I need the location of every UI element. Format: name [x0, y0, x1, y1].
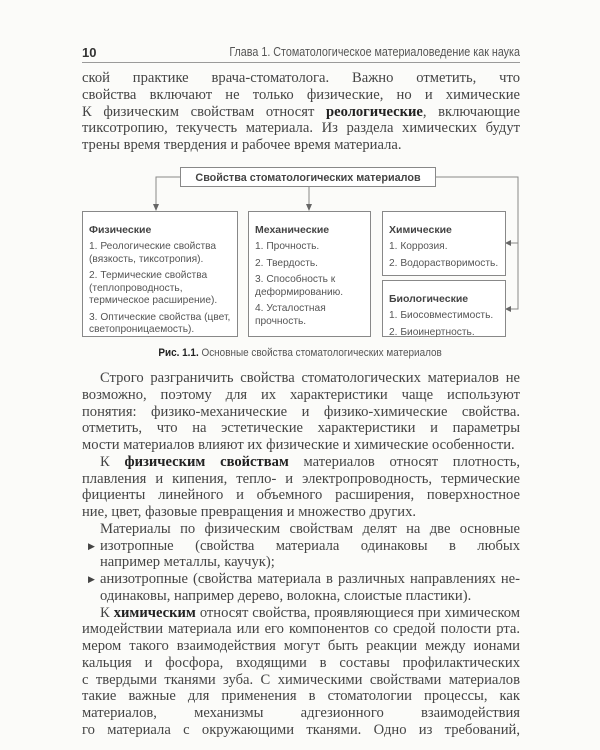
text-segment: К — [100, 604, 114, 621]
box-mechanical — [248, 211, 371, 337]
text-segment: ние, цвет, фазовые превращения и множество других. — [82, 504, 417, 520]
text-line — [82, 621, 520, 638]
text-segment: понятия: физико-механические и физико-химические свойства. — [82, 403, 520, 420]
text-segment: мером такого взаимодействия могут быть реакции между ионами — [82, 638, 520, 654]
text-segment: относят свойства, проявляющиеся при химическом — [199, 604, 520, 621]
group-title: Физические — [89, 224, 152, 236]
text-segment: Материалы по физическим свойствам делят на две основные — [100, 520, 520, 537]
text-segment: К физическим свойствам относят — [82, 103, 326, 120]
text-line — [82, 705, 520, 722]
paragraph-intro — [82, 70, 520, 154]
group-item: 2. Термические свойства (теплопроводность, термическое расширение). — [89, 270, 218, 306]
text-line — [82, 554, 520, 571]
text-line — [82, 638, 520, 655]
bold-term: химическим — [113, 604, 196, 621]
diagram-root-box: Свойства стоматологических материалов — [180, 167, 436, 187]
text-segment: К — [100, 453, 125, 470]
text-line — [82, 370, 520, 387]
group-item: 1. Реологические свойства (вязкость, тиксотропия). — [89, 241, 217, 265]
text-segment: с твердыми тканями зуба. С химическими свойствами материалов — [82, 671, 520, 688]
group-item: 3. Способность к деформированию. — [255, 274, 344, 298]
group-item: 3. Оптические свойства (цвет, светопроницаемость). — [89, 311, 231, 335]
text-segment: , включающие — [422, 103, 520, 120]
text-line — [82, 504, 520, 521]
caption-label: Рис. 1.1. — [158, 347, 199, 359]
text-line — [82, 655, 520, 672]
text-segment: Строго разграничить свойства стоматологических материалов не — [100, 370, 520, 386]
text-segment: фициенты линейного и объемного расширения, поверхностное — [82, 487, 520, 504]
caption-text: Основные свойства стоматологических материалов — [198, 347, 442, 359]
group-item: 1. Биосовместимость. — [389, 310, 494, 321]
running-header — [82, 42, 520, 63]
body-text — [82, 370, 520, 739]
text-line — [82, 404, 520, 421]
text-line — [82, 387, 520, 404]
text-segment: материалов относят плотность, — [303, 453, 520, 470]
group-title: Химические — [389, 224, 452, 236]
text-line — [82, 70, 520, 87]
text-line — [82, 137, 520, 154]
text-line — [82, 420, 520, 437]
bold-term: реологические — [326, 103, 423, 120]
text-line — [82, 471, 520, 488]
bullet-marker-icon: ▶ — [88, 574, 95, 584]
group-item: 1. Прочность. — [255, 241, 320, 252]
box-physical — [82, 211, 238, 337]
text-line — [82, 454, 520, 471]
text-line — [82, 588, 520, 605]
text-segment: материалов, механизмы адгезионного взаимодействия — [82, 705, 520, 721]
text-segment: мости материалов влияют их физические и химические особенности. — [82, 437, 515, 453]
group-item: 4. Усталостная прочность. — [255, 303, 326, 327]
text-segment: изотропные (свойства материала одинаковы в любых — [100, 537, 520, 554]
text-segment: трены время твердения и рабочее время материала. — [82, 137, 402, 153]
text-segment: кальция и фосфора, входящими в составы профилактических — [82, 654, 520, 671]
text-line — [82, 605, 520, 622]
text-segment: такие важные для применения в стоматологии процессы, как — [82, 688, 520, 705]
text-segment: одинаковы, например дерево, волокна, слоистые пластики). — [100, 587, 472, 604]
text-segment: возможно, поэтому для их характеристики чаще используют — [82, 386, 520, 403]
group-item: 2. Водорастворимость. — [389, 257, 499, 269]
text-segment: ской практике врача-стоматолога. Важно отметить, что — [82, 70, 520, 86]
text-segment: го материала с окружающими тканями. Одно из требований, — [82, 721, 520, 738]
group-item: 2. Биоинертность. — [389, 326, 475, 338]
group-item: 1. Коррозия. — [389, 241, 448, 252]
group-title: Механические — [255, 224, 330, 236]
page-number: 10 — [82, 45, 97, 60]
running-title: Глава 1. Стоматологическое материаловедение как наука — [229, 45, 520, 59]
group-title: Биологические — [389, 293, 469, 305]
text-line — [82, 104, 520, 121]
bold-term: физическим свойствам — [124, 453, 289, 470]
box-chemical — [382, 211, 506, 276]
text-line — [82, 120, 520, 137]
text-segment: отметить, что на эстетические характеристики и параметры — [82, 420, 520, 437]
group-item: 2. Твердость. — [255, 257, 319, 269]
text-line — [82, 722, 520, 739]
text-segment: плавления и кипения, тепло- и электропроводность, термические — [82, 470, 520, 487]
text-segment: анизотропные (свойства материала в различных направлениях не- — [100, 571, 520, 587]
text-segment: например металлы, каучук); — [100, 554, 275, 571]
bullet-item-line — [82, 571, 520, 588]
text-line — [82, 87, 520, 104]
text-segment: тиксотропию, текучесть материала. Из раздела химических будут — [82, 120, 520, 137]
figure-caption — [0, 347, 600, 359]
bullet-item-line — [82, 538, 520, 555]
text-line — [82, 688, 520, 705]
text-line — [82, 437, 520, 454]
text-line — [82, 521, 520, 538]
text-segment: свойства включают не только физические, но и химические — [82, 86, 520, 103]
text-line — [82, 487, 520, 504]
bullet-marker-icon: ▶ — [88, 540, 95, 551]
text-line — [82, 672, 520, 689]
box-biological — [382, 280, 506, 337]
text-segment: имодействии материала или его компонентов со средой полости рта. — [82, 621, 520, 638]
